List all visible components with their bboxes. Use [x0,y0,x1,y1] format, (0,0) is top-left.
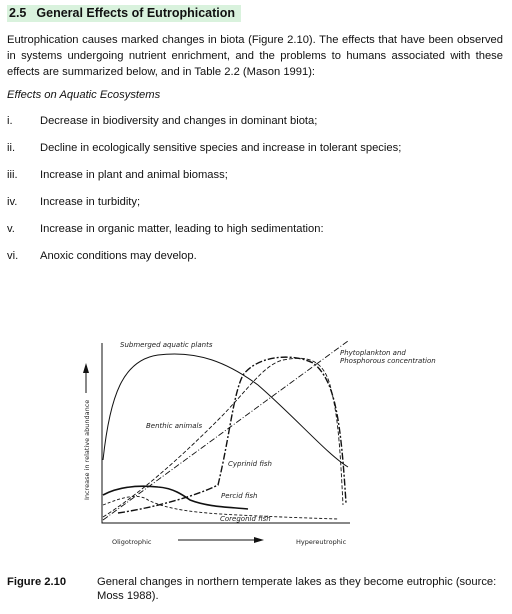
label-submerged-plants: Submerged aquatic plants [120,341,213,349]
caption-text: General changes in northern temperate lakes as they become eutrophic (source: Moss 1988). [97,576,497,602]
list-item-numeral: ii. [7,142,16,154]
section-title: General Effects of Eutrophication [36,6,236,20]
list-item-numeral: vi. [7,250,19,262]
list-item-text: Decline in ecologically sensitive species and increase in tolerant species; [40,142,402,154]
label-percid-fish: Percid fish [221,492,258,500]
label-benthic-animals: Benthic animals [146,422,203,430]
list-item-numeral: iii. [7,169,18,181]
y-axis-label: Increase in relative abundance [83,399,91,500]
eutrophication-figure [78,335,438,550]
y-axis-arrowhead [83,363,89,373]
section-heading [7,5,241,22]
label-phytoplankton-line1: Phytoplankton and [340,349,406,357]
list-item-numeral: iv. [7,196,18,208]
list-item-text: Increase in organic matter, leading to high sedimentation: [40,223,324,235]
label-coregonid-fish: Coregonid fish [220,515,271,523]
subheading: Effects on Aquatic Ecosystems [7,89,161,101]
label-phytoplankton-line2: Phosphorous concentration [340,357,436,365]
x-axis-start-label: Oligotrophic [112,538,152,546]
curve-cyprinid-fish [118,357,346,513]
list-item-text: Decrease in biodiversity and changes in dominant biota; [40,115,318,127]
list-item-numeral: i. [7,115,13,127]
label-cyprinid-fish: Cyprinid fish [228,460,272,468]
list-item-text: Increase in turbidity; [40,196,141,208]
x-axis-end-label: Hypereutrophic [296,538,347,546]
caption-number: Figure 2.10 [7,576,67,588]
eutrophication-diagram [78,335,438,550]
section-number: 2.5 [9,6,27,20]
intro-paragraph: Eutrophication causes marked changes in biota (Figure 2.10). The effects that have been observed in systems undergoing nutrient enrichment, and the problems to humans associated with these effects are summarized below, and in Table 2.2 (Mason 1991): [7,34,503,78]
list-item-text: Anoxic conditions may develop. [40,250,197,262]
x-axis-arrowhead [254,537,264,543]
list-item-numeral: v. [7,223,15,235]
list-item-text: Increase in plant and animal biomass; [40,169,228,181]
